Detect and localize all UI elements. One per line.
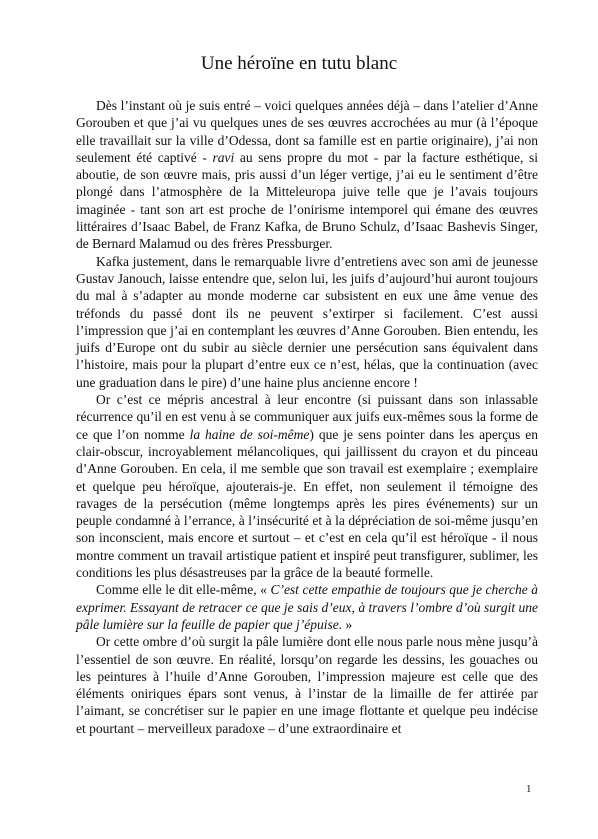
page-title: Une héroïne en tutu blanc (200, 53, 398, 74)
body-text (76, 97, 538, 737)
text-run: Or cette ombre d’où surgit la pâle lumière dont elle nous parle nous mène jusqu’à l’essentiel de son œuvre. En réalité, lorsqu’on regarde les dessins, les gouaches ou les peintures à l’huile d’Anne Gorouben, l’impression majeure est celle que des éléments oniriques épars sont venus, à l’instar de la limaille de fer attirée par l’aimant, se concrétiser sur le papier en une image flottante et quelque peu indécise et pourtant – merveilleux paradoxe – d’une extraordinaire et (76, 634, 538, 736)
italic-text: ravi (212, 149, 235, 165)
text-run: » (342, 616, 353, 632)
paragraph (76, 253, 538, 391)
text-run: Or c’est ce mépris ancestral à leur encontre (si puissant dans son inlassable récurrence qu’il en est venu à se communiquer aux juifs eux-mêmes sous la forme de ce que l’on nomme (76, 392, 538, 442)
italic-text: la haine de soi-même (189, 426, 310, 442)
text-run: Dès l’instant où je suis entré – voici quelques années déjà – dans l’atelier d’Anne Gorouben et que j’ai vu quelques unes de ses œuvres accrochées au mur (à l’époque elle travaillait sur la ville d’Odessa, dont sa famille est en partie originaire), j’ai non seulement été captivé - (76, 98, 538, 165)
page-number: 1 (526, 783, 532, 795)
text-run: au sens propre du mot - par la facture esthétique, si aboutie, de son œuvre mais, pris aussi d’un léger vertige, j’ai eu le sentiment d’être plongé dans l’atmosphère de la Mitteleuropa juive telle que je l’avais toujours imaginée - tant son art est proche de l’onirisme intemporel qui émane des œuvres littéraires d’Isaac Babel, de Franz Kafka, de Bruno Schulz, d’Isaac Bashevis Singer, de Bernard Malamud ou des frères Pressburger. (76, 149, 538, 252)
paragraph (76, 581, 538, 633)
text-run: ) que je sens pointer dans les aperçus en clair-obscur, incroyablement mélancoliques, qui jaillissent du crayon et du pinceau d’Anne Gorouben. En cela, il me semble que son travail est exemplaire ; exemplaire et quelque peu héroïque, ajouterais-je. En effet, non seulement il témoigne des ravages de la persécution (même longtemps après les pires événements) sur un peuple condamné à l’errance, à l’insécurité et à la dépréciation de soi-même jusqu’en son inconscient, mais encore et surtout – et c’est en cela qu’il est héroïque - il nous montre comment un travail artistique patient et inspiré peut transfigurer, sublimer, les conditions les plus désastreuses par la grâce de la beauté formelle. (76, 426, 539, 581)
text-run: Comme elle le dit elle-même, « (96, 582, 271, 598)
paragraph (76, 97, 538, 253)
text-run: Kafka justement, dans le remarquable livre d’entretiens avec son ami de jeunesse Gustav Janouch, laisse entendre que, selon lui, les juifs d’aujourd’hui auront toujours du mal à s’adapter au monde moderne car subsistent en eux une âme venue des tréfonds du passé dont ils ne peuvent s’extirper si facilement. C’est aussi l’impression que j’ai en contemplant les œuvres d’Anne Gorouben. Bien entendu, les juifs d’Europe ont du subir au siècle dernier une persécution sans équivalent dans l’histoire, mais pour la plupart d’entre eux ce n’est, hélas, que la continuation (avec une graduation dans le pire) d’une haine plus ancienne encore ! (76, 253, 538, 390)
paragraph (76, 633, 538, 737)
paragraph (76, 391, 538, 581)
italic-text: C’est cette empathie de toujours que je cherche à exprimer. Essayant de retracer ce que je sais d’eux, à travers l’ombre d’où surgit une pâle lumière sur la feuille de papier que j’épuise. (76, 582, 538, 632)
